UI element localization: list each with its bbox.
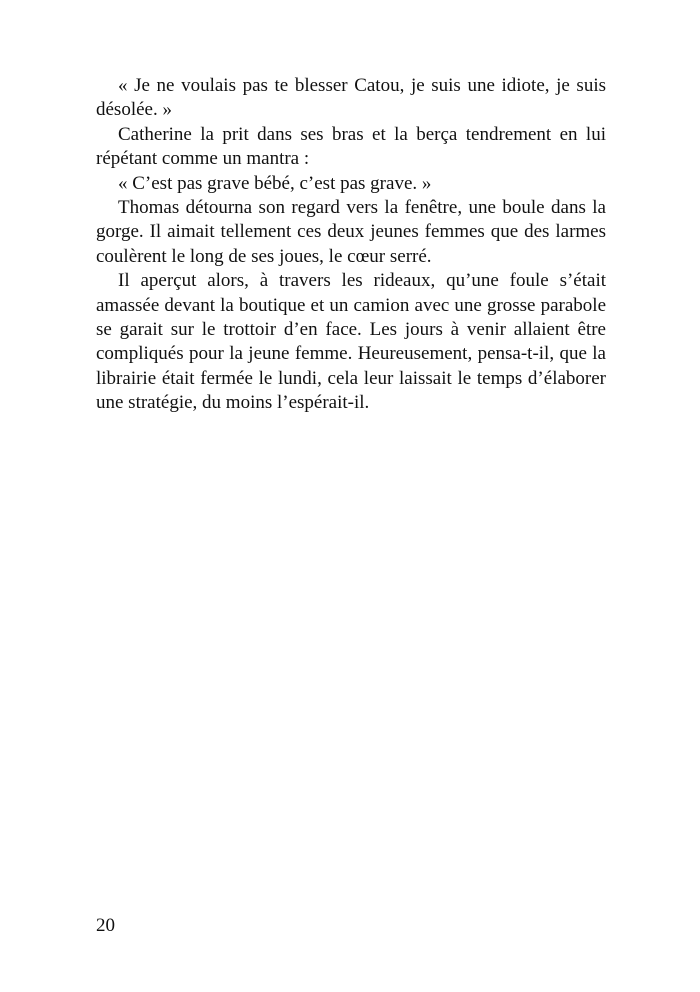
paragraph: « Je ne voulais pas te blesser Catou, je suis une idiote, je suis désolée. » bbox=[96, 75, 606, 121]
paragraph: Il aperçut alors, à travers les rideaux, qu’une foule s’était amassée devant la boutique et un camion avec une grosse parabole se garait sur le trottoir d’en face. Les jours à venir allaient être compliqués pour la jeune femme. Heureusement, pensa-t-il, que la librairie était fermée le lundi, cela leur laissait le temps d’élaborer une stratégie, du moins l’espérait-il. bbox=[96, 270, 606, 414]
page-number: 20 bbox=[96, 915, 115, 936]
paragraph: Thomas détourna son regard vers la fenêtre, une boule dans la gorge. Il aimait tellement ces deux jeunes femmes que des larmes coulèrent le long de ses joues, le cœur serré. bbox=[96, 197, 606, 267]
paragraph: Catherine la prit dans ses bras et la berça tendrement en lui répétant comme un mantra : bbox=[96, 123, 606, 170]
paragraph: « C’est pas grave bébé, c’est pas grave. » bbox=[118, 172, 432, 194]
body-text bbox=[96, 74, 606, 416]
